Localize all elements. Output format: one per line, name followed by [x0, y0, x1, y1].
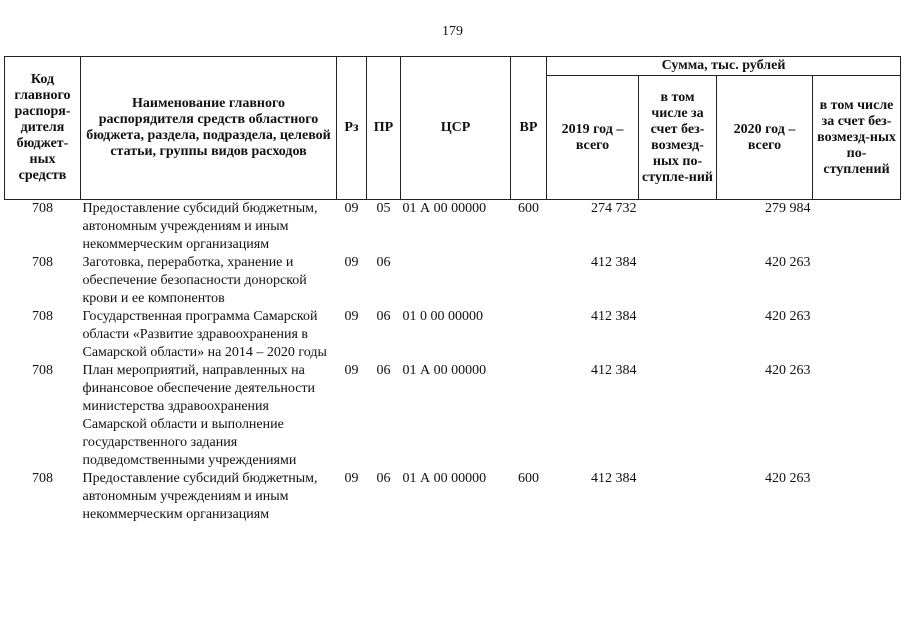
header-sum-group: Сумма, тыс. рублей — [547, 57, 901, 76]
cell-vr: 600 — [518, 471, 539, 486]
cell-csr: 01 0 00 00000 — [402, 309, 483, 324]
table-row — [5, 308, 901, 362]
budget-table — [4, 56, 901, 524]
cell-2020-total: 420 263 — [765, 363, 811, 378]
cell-2019-free — [639, 254, 717, 308]
cell-2019-total: 412 384 — [591, 255, 637, 270]
cell-2019-total: 274 732 — [591, 201, 637, 216]
cell-code: 708 — [32, 201, 53, 216]
cell-2020-free — [813, 470, 901, 524]
cell-code: 708 — [32, 255, 53, 270]
table-row — [5, 362, 901, 470]
cell-2019-free — [639, 470, 717, 524]
cell-pr: 06 — [376, 309, 391, 324]
cell-pr: 06 — [376, 255, 391, 270]
cell-pr: 06 — [376, 471, 391, 486]
cell-2020-free — [813, 308, 901, 362]
cell-2019-total: 412 384 — [591, 309, 637, 324]
header-vr: ВР — [511, 57, 547, 200]
cell-rz: 09 — [344, 309, 359, 324]
cell-rz: 09 — [344, 201, 359, 216]
cell-2020-free — [813, 200, 901, 255]
cell-vr — [511, 362, 547, 470]
header-rz: Рз — [337, 57, 367, 200]
cell-pr: 06 — [376, 363, 391, 378]
cell-name: Заготовка, переработка, хранение и обеспечение безопасности донорской крови и ее компонентов — [82, 255, 307, 306]
header-code: Код главного распоря-дителя бюджет-ных средств — [5, 57, 81, 200]
table-row — [5, 200, 901, 255]
header-2019-total: 2019 год – всего — [547, 76, 639, 200]
page-number: 179 — [442, 24, 463, 39]
cell-csr: 01 А 00 00000 — [402, 363, 487, 378]
cell-rz: 09 — [344, 363, 359, 378]
cell-vr: 600 — [518, 201, 539, 216]
cell-code: 708 — [32, 309, 53, 324]
cell-pr: 05 — [376, 201, 391, 216]
cell-name: План мероприятий, направленных на финансовое обеспечение деятельности министерства здравоохранения Самарской области и выполнение государственного задания подведомственными учреждениями — [82, 363, 316, 468]
cell-name: Предоставление субсидий бюджетным, автономным учреждениям и иным некоммерческим организациям — [82, 471, 318, 522]
cell-csr: 01 А 00 00000 — [402, 201, 487, 216]
header-2020-free: в том числе за счет без-возмезд-ных по-ступлений — [813, 76, 901, 200]
cell-csr — [401, 254, 511, 308]
cell-2019-free — [639, 362, 717, 470]
table-header — [5, 57, 901, 200]
cell-name: Государственная программа Самарской области «Развитие здравоохранения в Самарской области» на 2014 – 2020 годы — [82, 309, 327, 360]
cell-rz: 09 — [344, 255, 359, 270]
cell-vr — [511, 308, 547, 362]
table-row — [5, 254, 901, 308]
cell-2020-free — [813, 362, 901, 470]
cell-name: Предоставление субсидий бюджетным, автономным учреждениям и иным некоммерческим организациям — [82, 201, 318, 252]
header-2020-total: 2020 год – всего — [717, 76, 813, 200]
header-pr: ПР — [367, 57, 401, 200]
cell-2020-total: 279 984 — [765, 201, 811, 216]
header-name: Наименование главного распорядителя средств областного бюджета, раздела, подраздела, целевой статьи, группы видов расходов — [81, 57, 337, 200]
cell-vr — [511, 254, 547, 308]
cell-2020-total: 420 263 — [765, 471, 811, 486]
cell-2019-total: 412 384 — [591, 363, 637, 378]
cell-2020-total: 420 263 — [765, 309, 811, 324]
header-2019-free: в том числе за счет без-возмезд-ных по-ступле-ний — [639, 76, 717, 200]
cell-code: 708 — [32, 363, 53, 378]
cell-csr: 01 А 00 00000 — [402, 471, 487, 486]
table-row — [5, 470, 901, 524]
cell-2019-total: 412 384 — [591, 471, 637, 486]
cell-code: 708 — [32, 471, 53, 486]
cell-rz: 09 — [344, 471, 359, 486]
cell-2019-free — [639, 308, 717, 362]
cell-2020-free — [813, 254, 901, 308]
header-csr: ЦСР — [401, 57, 511, 200]
cell-2019-free — [639, 200, 717, 255]
cell-2020-total: 420 263 — [765, 255, 811, 270]
